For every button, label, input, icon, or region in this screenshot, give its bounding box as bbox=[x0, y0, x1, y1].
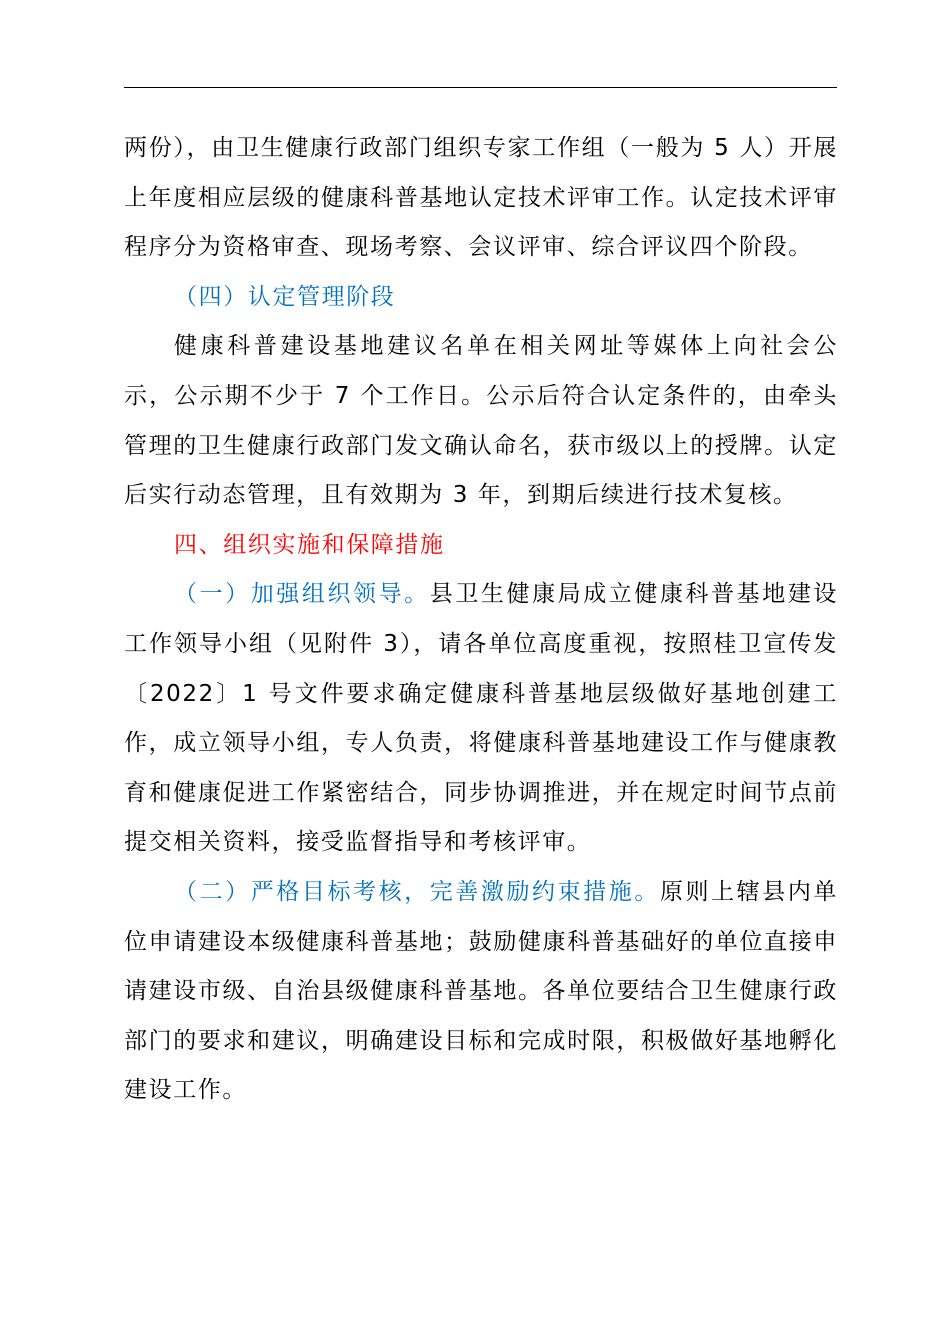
heading-implementation-measures: 四、组织实施和保障措施 bbox=[174, 531, 445, 558]
document-body bbox=[124, 124, 838, 1116]
subheading-leadership: （一）加强组织领导。 bbox=[174, 581, 430, 608]
header-rule bbox=[124, 87, 837, 88]
subheading-assessment: （二）严格目标考核，完善激励约束措施。 bbox=[174, 878, 660, 905]
paragraph-review-process: 两份），由卫生健康行政部门组织专家工作组（一般为 5 人）开展上年度相应层级的健康科普基地认定技术评审工作。认定技术评审程序分为资格审查、现场考察、会议评审、综合评议四个阶段。 bbox=[124, 135, 838, 261]
heading-certification-management: （四）认定管理阶段 bbox=[174, 283, 396, 310]
paragraph-assessment-body: 原则上辖县内单位申请建设本级健康科普基地；鼓励健康科普基础好的单位直接申请建设市级、自治县级健康科普基地。各单位要结合卫生健康行政部门的要求和建议，明确建设目标和完成时限，积极做好基地孵化建设工作。 bbox=[124, 878, 838, 1104]
paragraph-leadership bbox=[124, 570, 838, 868]
paragraph-public-notice: 健康科普建设基地建议名单在相关网址等媒体上向社会公示，公示期不少于 7 个工作日。公示后符合认定条件的，由牵头管理的卫生健康行政部门发文确认命名，获市级以上的授牌。认定后实行动态管理，且有效期为 3 年，到期后续进行技术复核。 bbox=[124, 333, 838, 509]
paragraph-leadership-body: 县卫生健康局成立健康科普基地建设工作领导小组（见附件 3），请各单位高度重视，按照桂卫宣传发〔2022〕1 号文件要求确定健康科普基地层级做好基地创建工作，成立领导小组，专人负责，将健康科普基地建设工作与健康教育和健康促进工作紧密结合，同步协调推进，并在规定时间节点前提交相关资料，接受监督指导和考核评审。 bbox=[124, 581, 838, 856]
paragraph-assessment bbox=[124, 868, 838, 1116]
